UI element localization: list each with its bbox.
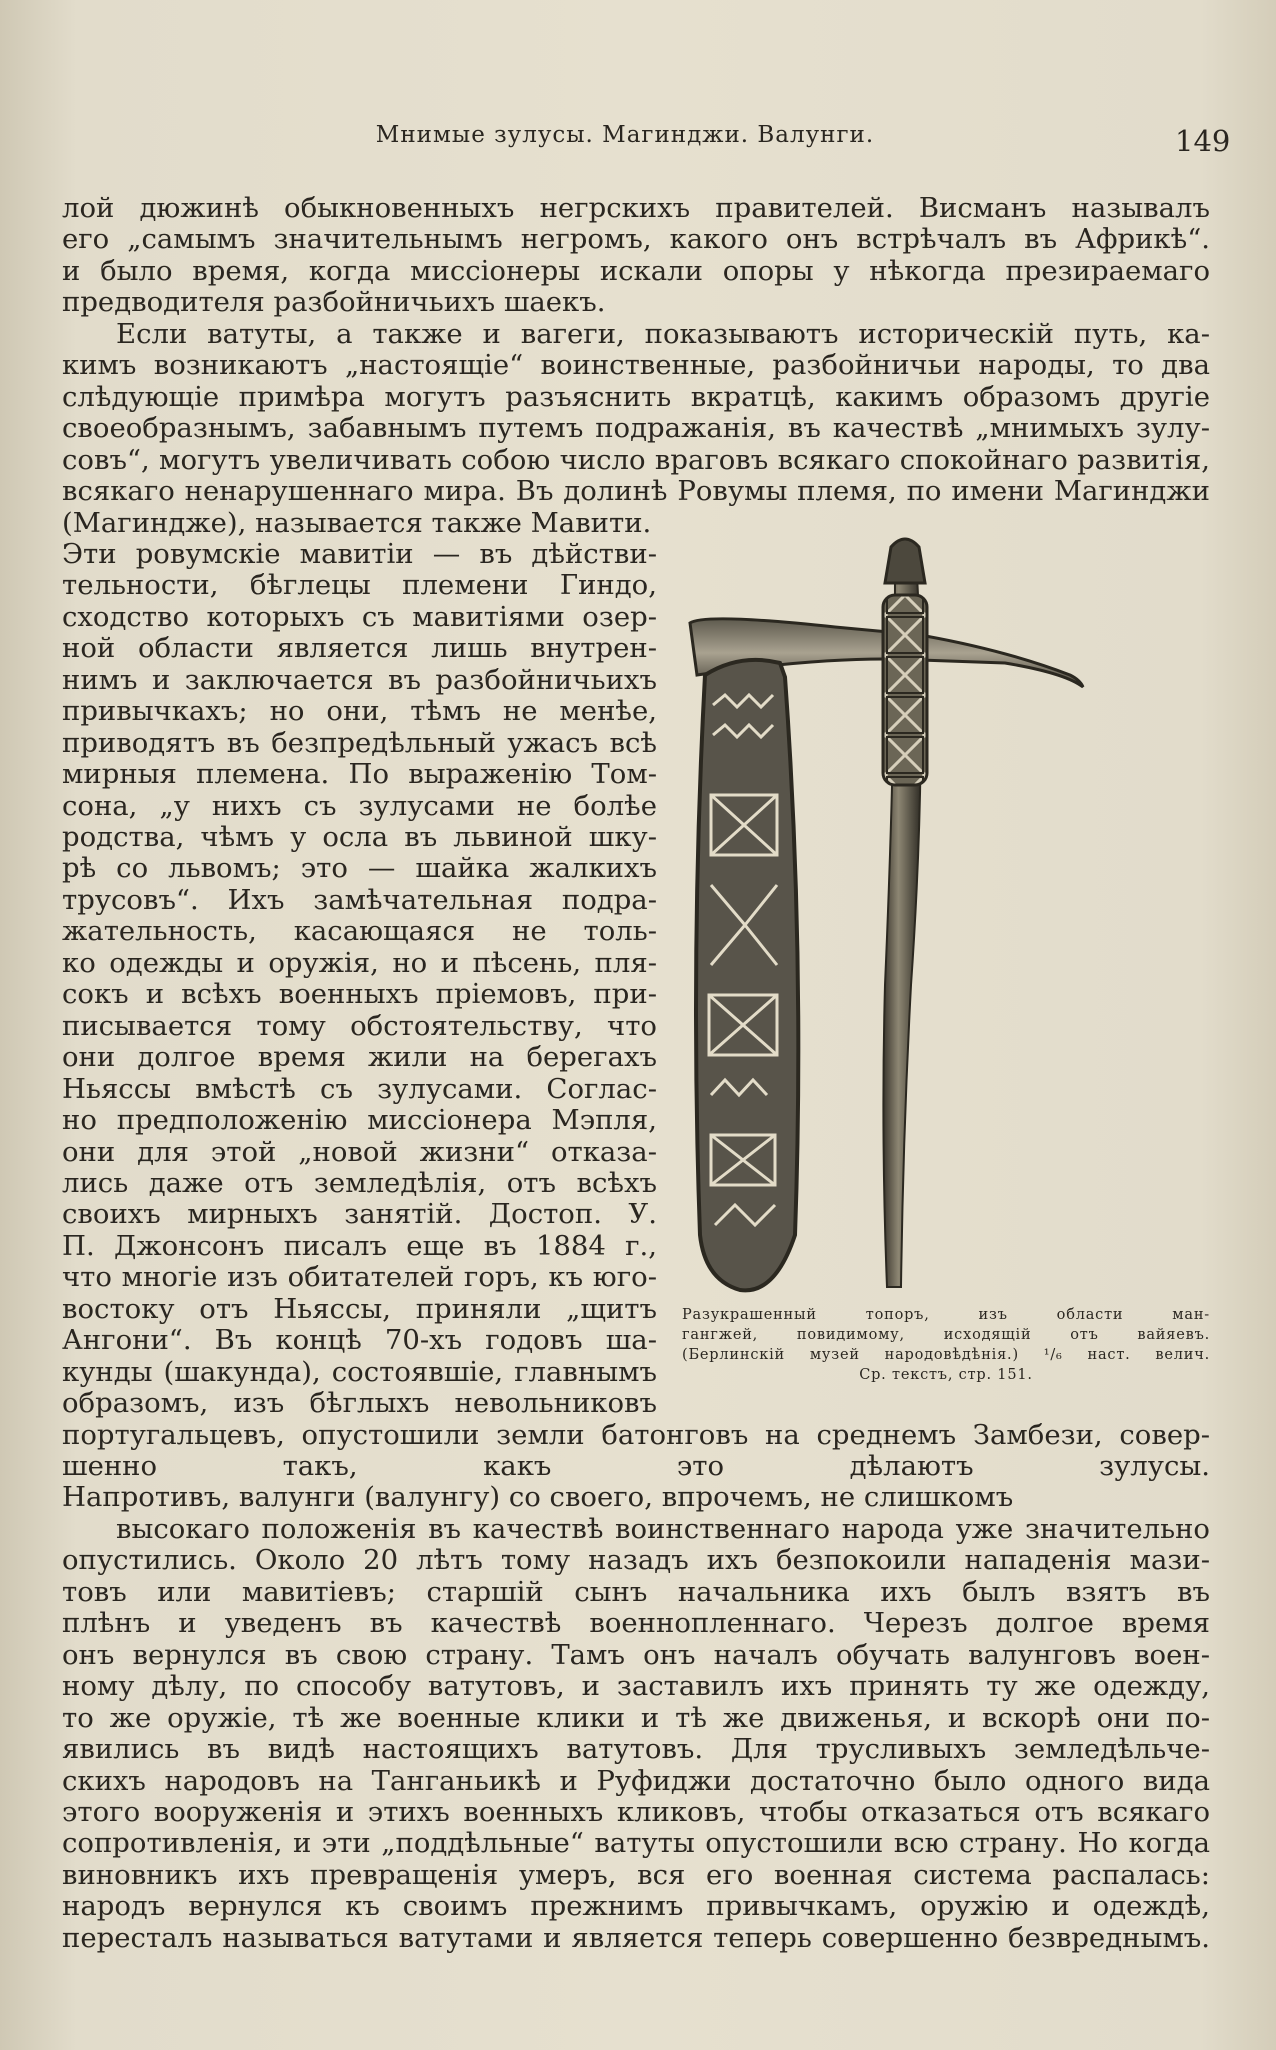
text-line: Напротивъ, валунги (валунгу) со своего, впрочемъ, не слишкомъ [62,1481,1014,1514]
text-line: его „самымъ значительнымъ негромъ, какого онъ встрѣчалъ въ Африкѣ“. [62,223,1210,256]
text-line: они долгое время жили на берегахъ [62,1041,657,1074]
text-line: шенно такъ, какъ это дѣлаютъ зулусы. [62,1450,1210,1482]
text-line: Ньяссы вмѣстѣ съ зулусами. Соглас- [62,1072,657,1105]
text-line: пересталъ называться ватутами и является теперь совершенно безвреднымъ. [62,1921,1210,1954]
text-line: нимъ и заключается въ разбойничьихъ [62,663,657,696]
text-line: виновникъ ихъ превращенія умеръ, вся его военная система распалась: [62,1858,1210,1891]
text-line: скихъ народовъ на Танганьикѣ и Руфиджи достаточно было одного вида [62,1764,1210,1797]
caption-line: (Берлинскій музей народовѣдѣнія.) ¹/₆ наст. велич. [682,1347,1210,1363]
text-line: своеобразнымъ, забавнымъ путемъ подражанія, въ качествѣ „мнимыхъ зулу- [62,412,1210,445]
caption-line: гангжей, повидимому, исходящій отъ вайяевъ. [682,1327,1210,1343]
text-line: ному дѣлу, по способу ватутовъ, и заставилъ ихъ принять ту же одежду, [62,1670,1210,1703]
text-line: ко одежды и оружія, но и пѣсень, пля- [62,946,657,979]
text-line: что многіе изъ обитателей горъ, къ юго- [62,1261,657,1294]
caption-line: Разукрашенный топоръ, изъ области ман- [682,1307,1210,1323]
text-line: то же оружіе, тѣ же военные клики и тѣ же движенья, и вскорѣ они по- [62,1701,1210,1734]
text-line: тельности, бѣглецы племени Гиндо, [62,569,657,602]
text-line: трусовъ“. Ихъ замѣчательная подра- [62,883,657,916]
text-line: ной области является лишь внутрен- [62,632,657,665]
decorated-axe-illustration [685,535,1215,1295]
running-head: Мнимые зулусы. Магинджи. Валунги. [375,122,875,148]
text-line: онъ вернулся въ свою страну. Тамъ онъ началъ обучать валунговъ воен- [62,1638,1210,1671]
text-line: Эти ровумскіе мавитіи — въ дѣйстви- [62,537,657,570]
text-line: лись даже отъ земледѣлія, отъ всѣхъ [62,1166,657,1199]
text-line: этого вооруженія и этихъ военныхъ кликовъ, чтобы отказаться отъ всякаго [62,1795,1210,1828]
text-line: лой дюжинѣ обыкновенныхъ негрскихъ правителей. Висманъ называлъ [62,192,1210,224]
text-line: писывается тому обстоятельству, что [62,1009,657,1042]
text-line: сона, „у нихъ съ зулусами не болѣе [62,789,657,822]
text-line: привычкахъ; но они, тѣмъ не менѣе, [62,695,657,728]
text-line: своихъ мирныхъ занятій. Достоп. У. [62,1198,657,1231]
caption-line: Ср. текстъ, стр. 151. [859,1367,1033,1383]
text-line: сокъ и всѣхъ военныхъ пріемовъ, при- [62,978,657,1011]
text-line: сопротивленія, и эти „поддѣльные“ ватуты опустошили всю страну. Но когда [62,1827,1210,1860]
text-line: предводителя разбойничьихъ шаекъ. [62,286,606,319]
text-line: кунды (шакунда), состоявшіе, главнымъ [62,1355,657,1388]
text-line: и было время, когда миссіонеры искали опоры у нѣкогда презираемаго [62,254,1210,287]
text-line: мирныя племена. По выраженію Том- [62,758,657,791]
text-line: они для этой „новой жизни“ отказа- [62,1135,657,1168]
text-line: всякаго ненарушеннаго мира. Въ долинѣ Ровумы племя, по имени Магинджи [62,475,1210,508]
text-line: востоку отъ Ньяссы, приняли „щитъ [62,1292,657,1325]
text-line: совъ“, могутъ увеличивать собою число враговъ всякаго спокойнаго развитія, [62,443,1210,476]
text-line: рѣ со львомъ; это — шайка жалкихъ [62,852,657,885]
text-line: слѣдующіе примѣра могутъ разъяснить вкратцѣ, какимъ образомъ другіе [62,380,1210,413]
text-line: Ангони“. Въ концѣ 70-хъ годовъ ша- [62,1324,657,1357]
text-line: жательность, касающаяся не толь- [62,915,657,948]
text-line: кимъ возникаютъ „настоящіе“ воинственные, разбойничьи народы, то два [62,349,1210,382]
text-line: товъ или мавитіевъ; старшій сынъ начальника ихъ былъ взятъ въ [62,1575,1210,1608]
text-line: плѣнъ и уведенъ въ качествѣ военнопленнаго. Черезъ долгое время [62,1607,1210,1640]
text-line: высокаго положенія въ качествѣ воинственнаго народа уже значительно [116,1512,1210,1545]
text-line: явились въ видѣ настоящихъ ватутовъ. Для трусливыхъ земледѣльче- [62,1733,1210,1766]
text-line: приводятъ въ безпредѣльный ужасъ всѣ [62,726,657,759]
text-line: но предположенію миссіонера Мэпля, [62,1104,657,1137]
text-line: сходство которыхъ съ мавитіями озер- [62,600,657,633]
text-line: родства, чѣмъ у осла въ львиной шку- [62,821,657,853]
text-line: П. Джонсонъ писалъ еще въ 1884 г., [62,1229,657,1262]
figure-caption [682,1305,1210,1385]
page-number: 149 [1175,124,1231,158]
text-line: Если ватуты, а также и вагеги, показываютъ историческій путь, ка- [116,317,1210,350]
text-line: (Магиндже), называется также Мавити. [62,506,652,539]
text-line: образомъ, изъ бѣглыхъ невольниковъ [62,1387,657,1420]
text-line: народъ вернулся къ своимъ прежнимъ привычкамъ, оружію и одеждѣ, [62,1890,1210,1923]
text-line: португальцевъ, опустошили земли батонговъ на среднемъ Замбези, совер- [62,1418,1210,1451]
text-line: опустились. Около 20 лѣтъ тому назадъ ихъ безпокоили нападенія мази- [62,1544,1210,1577]
